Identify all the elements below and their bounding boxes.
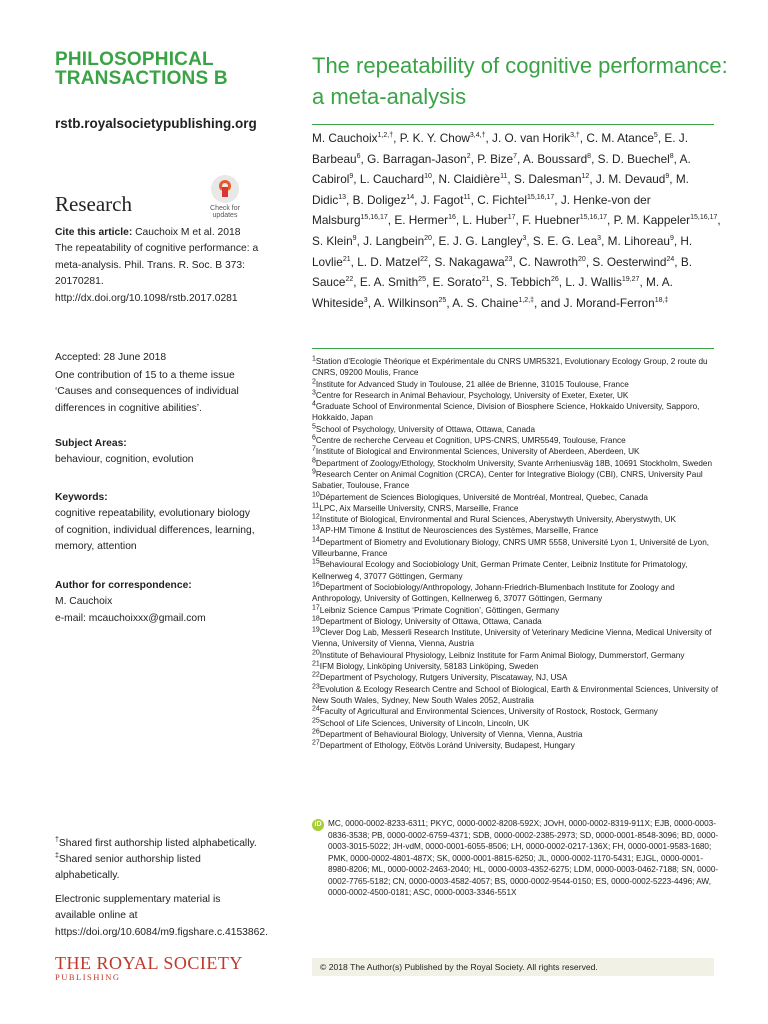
author-name: M. Lihoreau$^9$: [607, 233, 674, 248]
affiliation-item: $^9$Research Center on Animal Cognition (CRCA), Center for Integrative Biology (CBI), CNRS, University Paul Sabatier, Toulouse, France: [312, 468, 703, 491]
check-updates-icon: [211, 175, 239, 203]
author-name: and J. Morand-Ferron$^{18,\ddagger}$: [540, 295, 669, 310]
check-updates-badge[interactable]: [204, 175, 246, 219]
author-name: E. J. G. Langley$^3$: [438, 233, 527, 248]
journal-name-line1: PHILOSOPHICAL: [55, 49, 214, 70]
author-name: P. K. Y. Chow$^{3,4,\dagger}$: [399, 131, 486, 145]
author-name: A. S. Chaine$^{1,2,\ddagger}$: [452, 295, 535, 310]
author-affiliation-marker: 1,2,‡: [518, 296, 535, 304]
affiliation-item: $^{20}$Institute of Behavioural Physiology, Leibniz Institute for Farm Animal Biology, Dummerstorf, Germany: [312, 648, 685, 660]
author-name: S. Dalesman$^{12}$: [513, 172, 590, 187]
affiliation-item: $^{16}$Department of Sociobiology/Anthropology, Johann-Friedrich-Blumenbach Institute for Zoology and Anthropology, University of Gottingen, Kellnerweg 6, 37077 Göttingen, Germany: [312, 581, 675, 604]
author-affiliation-marker: 25: [438, 296, 447, 304]
logo-line2: PUBLISHING: [55, 972, 121, 982]
affiliation-item: $^8$Department of Zoology/Ethology, Stockholm University, Svante Arrheniusväg 18B, 10691 Stockholm, Sweden: [312, 456, 712, 468]
author-affiliation-marker: 15,16,17: [527, 193, 555, 201]
author-affiliation-marker: 22: [420, 255, 428, 263]
author-name: J. Fagot$^{11}$: [420, 192, 471, 207]
author-name: B. Doligez$^{14}$: [352, 192, 415, 207]
author-name: A. Boussard$^8$: [522, 151, 592, 166]
affiliation-item: $^4$Graduate School of Environmental Science, Division of Biosphere Science, Hokkaido University, Sapporo, Hokkaido, Japan: [312, 400, 700, 423]
journal-name: [55, 50, 285, 88]
author-affiliation-marker: 20: [424, 235, 432, 243]
author-affiliation-marker: 6: [356, 152, 361, 160]
author-name: C. Nawroth$^{20}$: [519, 254, 586, 269]
supplementary-note: Electronic supplementary material is available online at https://doi.org/10.6084/m9.figshare.c.4153862.: [55, 894, 268, 938]
author-affiliation-marker: 11: [500, 173, 508, 181]
author-name: A. Wilkinson$^{25}$: [373, 295, 447, 310]
journal-url[interactable]: rstb.royalsocietypublishing.org: [55, 116, 257, 131]
correspondence-name: M. Cauchoix: [55, 596, 113, 608]
author-affiliation-marker: 3,†: [570, 132, 580, 140]
author-affiliation-marker: 25: [418, 276, 426, 284]
author-affiliation-marker: 18,‡: [654, 296, 669, 304]
author-name: G. Barragan-Jason$^2$: [367, 151, 471, 166]
journal-name-line2: TRANSACTIONS B: [55, 68, 228, 89]
author-name: S. Oesterwind$^{24}$: [592, 254, 675, 269]
affiliation-item: $^7$Institute of Biological and Environmental Sciences, University of Aberdeen, Aberdeen, UK: [312, 445, 640, 457]
affiliation-item: $^{17}$Leibniz Science Campus ‘Primate Cognition’, Göttingen, Germany: [312, 603, 560, 615]
author-name: H. Lovlie$^{21}$: [312, 233, 693, 269]
affiliation-item: $^{14}$Department of Biometry and Evolutionary Biology, CNRS UMR 5558, Université Lyon 1, Université de Lyon, Villeurbanne, France: [312, 536, 710, 559]
author-affiliation-marker: 19,27: [621, 276, 640, 284]
affiliation-item: $^2$Institute for Advanced Study in Toulouse, 21 allée de Brienne, 31015 Toulouse, France: [312, 377, 629, 389]
author-affiliation-marker: 9: [352, 235, 357, 243]
author-affiliation-marker: 15,16,17: [579, 214, 608, 222]
author-affiliation-marker: 21: [481, 276, 490, 284]
author-affiliation-marker: 13: [338, 193, 347, 201]
logo-line1: THE ROYAL SOCIETY: [55, 953, 243, 973]
correspondence: [55, 578, 260, 627]
author-name: B. Sauce$^{22}$: [312, 254, 692, 290]
author-name: J. Langbein$^{20}$: [363, 233, 432, 248]
author-affiliation-marker: 26: [550, 276, 559, 284]
author-name: P. Bize$^7$: [477, 151, 517, 166]
affiliation-item: $^{22}$Department of Psychology, Rutgers University, Piscataway, NJ, USA: [312, 671, 568, 683]
author-name: M. Cauchoix$^{1,2,\dagger}$: [312, 131, 394, 145]
author-name: P. M. Kappeler$^{15,16,17}$: [613, 213, 718, 228]
accepted-date: Accepted: 28 June 2018: [55, 352, 167, 363]
author-affiliation-marker: 17: [507, 214, 516, 222]
author-affiliation-marker: 10: [424, 173, 432, 181]
author-affiliation-marker: 5: [653, 132, 658, 140]
affiliation-item: $^{11}$LPC, Aix Marseille University, CNRS, Marseille, France: [312, 502, 519, 513]
theme-issue-note: One contribution of 15 to a theme issue ‘Causes and consequences of individual differences in cognitive abilities’.: [55, 370, 239, 414]
affiliation-item: $^{18}$Department of Biology, University of Ottawa, Ottawa, Canada: [312, 615, 542, 626]
author-affiliation-marker: 8: [669, 152, 674, 160]
affiliation-item: $^{26}$Department of Behavioural Biology, University of Vienna, Vienna, Austria: [312, 728, 583, 739]
correspondence-label: Author for correspondence:: [55, 580, 192, 591]
keywords-text: cognitive repeatability, evolutionary biology of cognition, individual differences, learning, memory, attention: [55, 508, 255, 553]
affiliation-item: $^{15}$Behavioural Ecology and Sociobiology Unit, German Primate Center, Leibniz Institute for Primatology, Kellnerweg 4, 37077 Göttingen, Germany: [312, 558, 688, 581]
author-affiliation-marker: 24: [666, 255, 675, 263]
affiliation-item: $^{10}$Département de Sciences Biologiques, Université de Montréal, Montreal, Quebec, Canada: [312, 490, 648, 502]
author-affiliation-marker: 2: [466, 152, 471, 160]
affiliation-item: $^6$Centre de recherche Cerveau et Cognition, UPS-CNRS, UMR5549, Toulouse, France: [312, 434, 626, 446]
subject-areas: [55, 436, 260, 469]
affiliation-item: $^{25}$School of Life Sciences, University of Lincoln, Lincoln, UK: [312, 716, 530, 728]
author-name: N. Claidière$^{11}$: [438, 172, 508, 187]
citation-text: Cauchoix M et al. 2018 The repeatability of cognitive performance: a meta-analysis. Phil. Trans. R. Soc. B 373: 20170281. http://dx.doi.org/10.1098/rstb.2017.0281: [55, 227, 259, 304]
affiliation-item: $^{24}$Faculty of Agricultural and Environmental Sciences, University of Rostock, Rostock, Germany: [312, 705, 658, 717]
author-affiliation-marker: 15,16,17: [690, 214, 718, 222]
author-name: E. Sorato$^{21}$: [432, 275, 490, 290]
author-affiliation-marker: 9: [349, 173, 354, 181]
author-affiliation-marker: 15,16,17: [360, 214, 388, 222]
author-name: F. Huebner$^{15,16,17}$: [522, 213, 608, 228]
author-affiliation-marker: 7: [513, 152, 517, 160]
author-name: M. Didic$^{13}$: [312, 172, 689, 207]
author-name: L. J. Wallis$^{19,27}$: [565, 275, 640, 290]
affiliation-item: $^3$Centre for Research in Animal Behaviour, Psychology, University of Exeter, Exeter, UK: [312, 389, 629, 400]
orcid-icon: iD: [312, 819, 324, 831]
citation-block: [55, 225, 260, 307]
orcid-list: MC, 0000-0002-8233-6311; PKYC, 0000-0002-8208-592X; JOvH, 0000-0002-8319-911X; EJB, 0000-0003-0836-3538; PB, 0000-0002-6759-4371; SDB, 0000-0002-2385-2973; SD, 0000-0001-8548-3096; BD, 0000-0003-3015-5022; JH-vdM, 0000-0001-6055-8506; LH, 0000-0002-0217-136X; FH, 0000-0001-9583-1680; PMK, 0000-0002-4801-487X; SK, 0000-0001-8815-6250; JL, 0000-0002-1170-5431; EJGL, 0000-0001-8980-8206; ML, 0000-0002-2463-2040; HL, 0000-0003-4352-6275; LDM, 0000-0003-0462-7188; SN, 0000-0002-7765-5182; CN, 0000-0003-4582-4057; BS, 0000-0002-9544-0150; ES, 0000-0002-5223-4496; AW, 0000-0002-4500-0181; ASC, 0000-0003-3346-551X: [328, 819, 719, 897]
author-name: C. M. Atance$^5$: [586, 131, 658, 145]
author-affiliation-marker: 12: [581, 173, 590, 181]
affiliation-item: $^{19}$Clever Dog Lab, Messerli Research Institute, University of Veterinary Medicine Vienna, Medical University of Vienna, University of Vienna, Vienna, Austria: [312, 626, 712, 649]
author-name: S. D. Buechel$^8$: [597, 151, 674, 166]
author-name: S. Tebbich$^{26}$: [496, 275, 559, 290]
check-updates-label: Check for updates: [210, 205, 240, 219]
author-name: A. Cabirol$^9$: [312, 151, 691, 187]
author-affiliation-marker: 3: [522, 235, 527, 243]
author-name: S. E. G. Lea$^3$: [532, 233, 602, 248]
author-name: L. Huber$^{17}$: [462, 213, 516, 228]
author-affiliation-marker: 20: [578, 255, 586, 263]
author-name: J. M. Devaud$^9$: [595, 172, 670, 187]
affiliations-divider: [312, 348, 714, 349]
author-name: C. Fichtel$^{15,16,17}$: [477, 192, 555, 207]
author-name: E. J. Barbeau$^6$: [312, 131, 688, 166]
affiliation-item: $^5$School of Psychology, University of Ottawa, Ottawa, Canada: [312, 423, 536, 434]
author-name: E. Hermer$^{16}$: [394, 213, 456, 228]
section-label: Research: [55, 192, 132, 216]
author-name: J. O. van Horik$^{3,\dagger}$: [492, 131, 580, 145]
authorship-notes: [55, 836, 260, 884]
note-first-authorship: †Shared first authorship listed alphabetically.: [55, 836, 257, 849]
author-affiliation-marker: 3,4,†: [469, 132, 486, 140]
author-affiliation-marker: 16: [448, 214, 456, 222]
author-name: S. Klein$^9$: [312, 233, 357, 248]
royal-society-logo: [55, 953, 243, 982]
author-affiliation-marker: 1,2,†: [377, 132, 394, 140]
author-name: E. A. Smith$^{25}$: [359, 275, 426, 290]
keywords: [55, 490, 260, 556]
title-divider: [312, 124, 714, 125]
author-name: M. A. Whiteside$^3$: [312, 275, 673, 310]
keywords-label: Keywords:: [55, 492, 108, 503]
affiliation-list: [312, 356, 722, 751]
copyright-bar: [312, 958, 714, 976]
author-name: L. D. Matzel$^{22}$: [357, 254, 428, 269]
author-name: S. Nakagawa$^{23}$: [434, 254, 513, 269]
affiliation-item: $^{13}$AP-HM Timone & Institut de Neurosciences des Systèmes, Marseille, France: [312, 524, 599, 536]
author-affiliation-marker: 3: [363, 296, 368, 304]
note-senior-authorship: ‡Shared senior authorship listed alphabetically.: [55, 852, 201, 881]
author-name: L. Cauchard$^{10}$: [359, 172, 432, 187]
author-affiliation-marker: 3: [597, 235, 602, 243]
author-affiliation-marker: 22: [345, 276, 354, 284]
author-affiliation-marker: 9: [669, 235, 674, 243]
copyright-text: © 2018 The Author(s) Published by the Royal Society. All rights reserved.: [320, 962, 598, 972]
affiliation-item: $^{23}$Evolution & Ecology Research Centre and School of Biological, Earth & Environmental Sciences, University of New South Wales, Sydney, New South Wales 2052, Australia: [312, 682, 719, 705]
affiliation-item: $^{21}$IFM Biology, Linköping University, 58183 Linköping, Sweden: [312, 660, 539, 672]
author-list: M. Cauchoix$^{1,2,\dagger}$, P. K. Y. Chow$^{3,4,\dagger}$, J. O. van Horik$^{3,\dagger}$, C. M. Atance$^5$, E. J. Barbeau$^6$, G. Barragan-Jason$^2$, P. Bize$^7$, A. Boussard$^8$, S. D. Buechel$^8$, A. Cabirol$^9$, L. Cauchard$^{10}$, N. Claidière$^{11}$, S. Dalesman$^{12}$, J. M. Devaud$^9$, M. Didic$^{13}$, B. Doligez$^{14}$, J. Fagot$^{11}$, C. Fichtel$^{15,16,17}$, J. Henke-von der Malsburg$^{15,16,17}$, E. Hermer$^{16}$, L. Huber$^{17}$, F. Huebner$^{15,16,17}$, P. M. Kappeler$^{15,16,17}$, S. Klein$^9$, J. Langbein$^{20}$, E. J. G. Langley$^3$, S. E. G. Lea$^3$, M. Lihoreau$^9$, H. Lovlie$^{21}$, L. D. Matzel$^{22}$, S. Nakagawa$^{23}$, C. Nawroth$^{20}$, S. Oesterwind$^{24}$, B. Sauce$^{22}$, E. A. Smith$^{25}$, E. Sorato$^{21}$, S. Tebbich$^{26}$, L. J. Wallis$^{19,27}$, M. A. Whiteside$^3$, A. Wilkinson$^{25}$, A. S. Chaine$^{1,2,\ddagger}$, and J. Morand-Ferron$^{18,\ddagger}$: [312, 131, 721, 310]
affiliation-item: $^{12}$Institute of Biological, Environmental and Rural Sciences, Aberystwyth University, Aberystwyth, UK: [312, 513, 676, 525]
subject-areas-label: Subject Areas:: [55, 438, 127, 449]
author-affiliation-marker: 11: [463, 193, 471, 201]
author-name: J. Henke-von der Malsburg$^{15,16,17}$: [312, 192, 651, 228]
author-affiliation-marker: 23: [504, 255, 513, 263]
citation-label: Cite this article:: [55, 227, 133, 238]
author-affiliation-marker: 14: [406, 193, 415, 201]
subject-areas-text: behaviour, cognition, evolution: [55, 454, 194, 466]
affiliation-item: $^{27}$Department of Ethology, Eötvös Loránd University, Budapest, Hungary: [312, 739, 575, 751]
author-affiliation-marker: 21: [342, 255, 351, 263]
author-affiliation-marker: 9: [665, 173, 670, 181]
affiliation-item: $^1$Station d’Ecologie Théorique et Expérimentale du CNRS UMR5321, Evolutionary Ecology Group, 2 route du CNRS, 09200 Moulis, France: [312, 355, 708, 378]
author-affiliation-marker: 8: [587, 152, 592, 160]
correspondence-email[interactable]: e-mail: mcauchoixxx@gmail.com: [55, 612, 206, 624]
article-title: The repeatability of cognitive performance: a meta-analysis: [312, 53, 728, 109]
